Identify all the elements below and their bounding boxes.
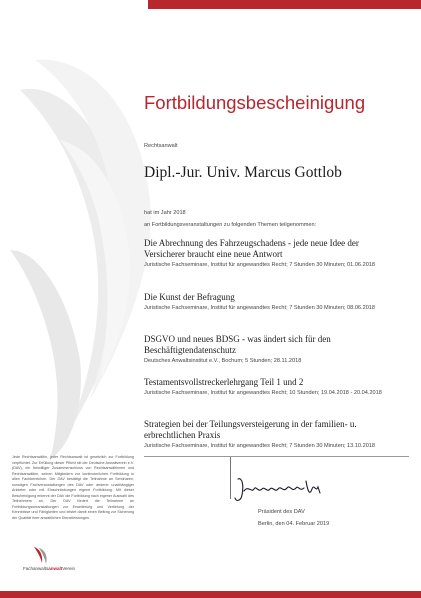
signature-vertical-line <box>230 457 231 499</box>
document-title: Fortbildungsbescheinigung <box>144 92 366 113</box>
signature-role: Präsident des DAV <box>258 509 305 515</box>
logo-text-part: Verein <box>62 566 76 571</box>
course-item <box>144 292 392 313</box>
course-meta: Juristische Fachseminare, Institut für angewandtes Recht; 7 Stunden 30 Minuten; 13.10.2018 <box>144 443 376 449</box>
course-title: DSGVO und neues BDSG - was ändert sich für den Beschäftigtendatenschutz <box>144 334 331 355</box>
course-meta: Deutsches Anwaltsinstitut e.V., Bochum; 5 Stunden; 28.11.2018 <box>144 358 302 364</box>
signature-image <box>232 471 344 507</box>
course-item <box>144 377 392 398</box>
footer-logo-text <box>23 566 75 571</box>
bottom-accent-bar <box>0 591 421 598</box>
dav-logo-icon <box>30 545 52 567</box>
course-item <box>144 419 392 451</box>
intro-year-line: hat im Jahr 2018 <box>144 210 186 216</box>
logo-text-accent: anwalt <box>48 566 63 571</box>
course-item <box>144 334 392 366</box>
recipient-role: Rechtsanwalt <box>144 143 178 149</box>
course-meta: Juristische Fachseminare, Institut für angewandtes Recht; 10 Stunden; 19.04.2018 - 20.04.2018 <box>144 390 382 396</box>
recipient-name: Dipl.-Jur. Univ. Marcus Gottlob <box>144 164 342 181</box>
course-meta: Juristische Fachseminare, Institut für angewandtes Recht; 7 Stunden 30 Minuten; 01.06.2018 <box>144 262 376 268</box>
course-item <box>144 238 392 270</box>
course-meta: Juristische Fachseminare, Institut für angewandtes Recht; 7 Stunden 30 Minuten; 08.06.2018 <box>144 305 376 311</box>
signature-place-date: Berlin, den 04. Februar 2019 <box>258 521 330 527</box>
course-title: Testamentsvollstreckerlehrgang Teil 1 und 2 <box>144 377 304 387</box>
course-title: Die Kunst der Befragung <box>144 292 235 302</box>
intro-topics-line: an Fortbildungsveranstaltungen zu folgenden Themen teilgenommen: <box>144 222 317 228</box>
signature-divider <box>144 456 409 457</box>
legal-notice: Jede Rechtsanwältin, jeder Rechtsanwalt ist gesetzlich zur Fortbildung verpflichtet. Zur Erfüllung dieser Pflicht rät der Deutsche Anwaltverein e.V. (DAV), ein freiwilliger Zusammenschluss von Rechtsanwältinnen und Rechtsanwälten, seinen Mitgliedern zur kontinuierlichen Fortbildung in allen Fachbereichen. Der DAV bestätigt die Teilnahme an Seminaren, sonstigen Fachveranstaltungen des DAV oder anderer unabhängiger Anbieter oder mit Einschränkungen eigene Fortbildung. Mit dieser Bescheinigung erkennt der DAV die Fortbildung nach eigener Auswahl des Teilnehmers an. Der DAV fördert die Teilnahme an Fortbildungsveranstaltungen zur Erweiterung und Vertiefung der Kenntnisse und Fähigkeiten und leistet damit einen Beitrag zur Sicherung der Qualität ihrer anwaltlichen Dienstleistungen. <box>12 455 134 520</box>
course-title: Strategien bei der Teilungsversteigerung in der familien- u. erbrechtlichen Praxis <box>144 419 357 440</box>
logo-text-part: Fachanwalts <box>23 566 49 571</box>
course-title: Die Abrechnung des Fahrzeugschadens - jede neue Idee der Versicherer braucht eine neue Antwort <box>144 238 359 259</box>
